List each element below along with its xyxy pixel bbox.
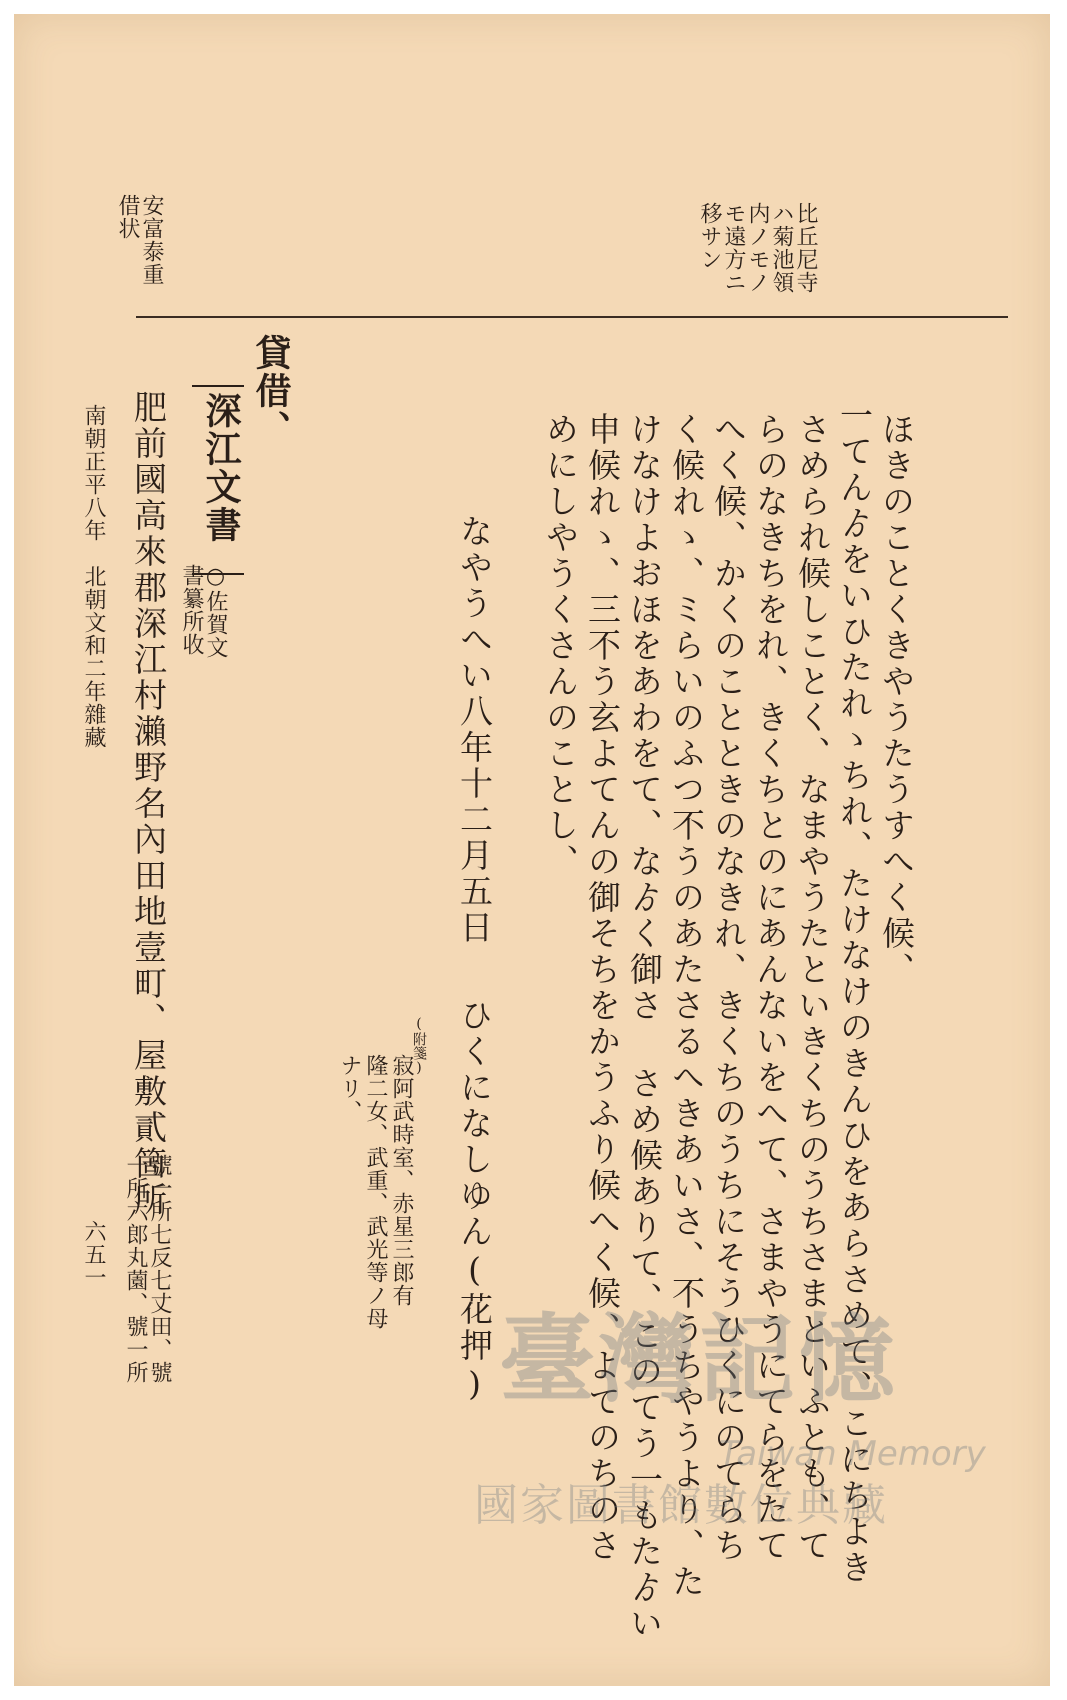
header-left-note-line-2: 借状 — [115, 194, 140, 240]
side-note-line-3: 内ノモノ — [745, 202, 770, 294]
side-note-line-2: ハ菊池領 — [769, 202, 794, 294]
watermark-logo: 臺灣記憶 — [499, 1303, 899, 1416]
header-left-note-line-1: 安富泰重 — [139, 194, 164, 286]
record-small-line-2: 一所六郎丸薗、號一所 — [123, 1154, 148, 1384]
body-line-5: へく候、かくのことときのなきれ、きくちのうちにそうひくにのてらち — [709, 412, 748, 1564]
body-line-4: らのなきちをれ、きくちとのにあんないをへて、さまやうにてらをたて — [751, 412, 790, 1564]
source-title: 深江文書 — [200, 392, 242, 544]
annotation-line-1: 寂阿武時室、赤星三郎有 — [389, 1054, 414, 1307]
body-line-3: さめられ候しことく、なまやうたといきくちのうちさまといふとも、て — [793, 412, 832, 1564]
annotation-line-3: ナリ、 — [337, 1054, 362, 1123]
annotation-line-2: 隆二女、武重、武光等ノ母 — [363, 1054, 388, 1330]
record-text: 肥前國高來郡深江村瀨野名內田地壹町、屋敷貳箇所 — [129, 390, 168, 1218]
era-line: 南朝正平八年 北朝文和二年雜藏 — [81, 404, 106, 749]
body-line-2: 一てんゟをいひたれゝちれ、たけなけのきんひをあらさめて、こにちよき — [835, 398, 874, 1586]
side-note-line-5: 移サン — [697, 202, 722, 271]
record-small-line-1: 號一所七反七丈田、號 — [147, 1154, 172, 1384]
source-note-line-2: 書纂所收 — [179, 564, 204, 656]
source-note-line-1: ○佐賀文 — [203, 564, 228, 659]
date-line: なやうへい八年十二月五日 — [455, 514, 494, 946]
watermark-subtitle: 國家圖書館數位典藏 — [474, 1480, 888, 1531]
header-rule — [136, 316, 1008, 318]
body-line-8: 申候れゝ、三不う玄よてんの御そちをかうふり候へく候、よてのちのさ — [583, 412, 622, 1564]
body-line-6: く候れゝ、ミらいのふつ不うのあたさるへきあいさ、不うちやうより、た — [667, 412, 706, 1600]
signature: ひくになしゆん(花押) — [455, 998, 494, 1406]
section-title: 貸借、 — [250, 334, 292, 448]
document-page — [14, 14, 1050, 1686]
side-note-line-4: モ遠方ニ — [721, 202, 746, 294]
page-number: 六五一 — [81, 1220, 106, 1289]
body-line-1: ほきのことくきやうたうすへく候、 — [877, 412, 916, 988]
annotation-prefix: (附箋) — [411, 1016, 427, 1076]
side-note-line-1: 比丘尼寺 — [793, 202, 818, 294]
body-line-9: めにしやうくさんのことし、 — [541, 412, 580, 880]
body-line-7: けなけよおほをあわをて、なゟく御さ さめ候ありて、このてう一もたゟい — [625, 412, 664, 1642]
watermark-english: Taiwan Memory — [719, 1434, 986, 1474]
